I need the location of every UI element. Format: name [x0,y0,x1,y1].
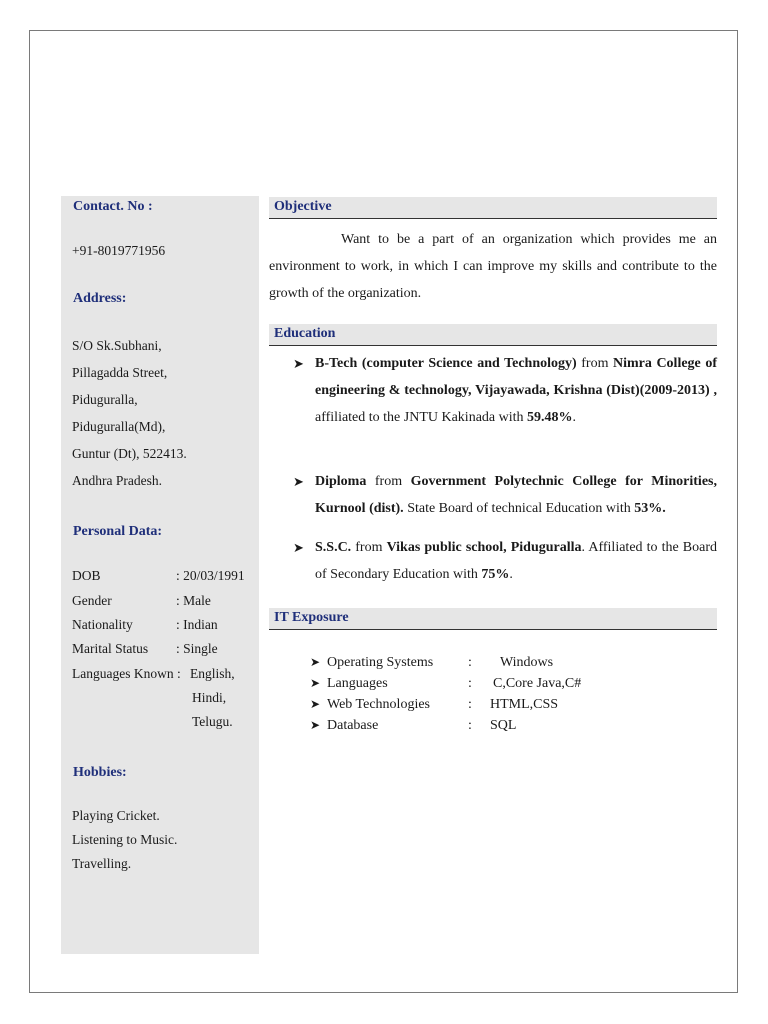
education-item-diploma [293,468,717,522]
nationality-value: : Indian [176,617,218,632]
edu-text: from [366,474,411,489]
languages-value: Hindi, [192,690,227,705]
marital-label: Marital Status [72,641,149,656]
edu-score: 75% [481,567,510,582]
degree-name: B-Tech (computer Science and Technology) [315,356,577,371]
hobbies-list [72,804,177,876]
arrow-bullet-icon: ➤ [310,676,321,690]
address-line: Guntur (Dt), 522413. [72,446,187,461]
it-exposure-header [269,608,717,630]
institution-name: Government Polytechnic College for Minorities, Kurnool (dist). [315,474,717,516]
edu-text: . [572,410,577,425]
personal-data-heading: Personal Data: [73,524,163,539]
hobby-item: Travelling. [72,856,132,871]
it-label: Database [327,718,379,733]
dob-label: DOB [72,568,101,583]
dob-value: : 20/03/1991 [176,568,245,583]
institution-name: Nimra College of engineering & technology, Vijayawada, Krishna (Dist)(2009-2013) , [315,356,717,398]
hobbies-heading: Hobbies: [73,765,127,780]
address-block [72,332,187,494]
address-line: S/O Sk.Subhani, [72,338,162,353]
it-label: Languages [327,676,388,691]
objective-body: Want to be a part of an organization which provides me an environment to work, in which I can improve my skills and contribute to the growth of the organization. [269,232,717,301]
languages-value: Telugu. [192,714,233,729]
edu-score: 53%. [634,501,666,516]
objective-header [269,197,717,219]
edu-text: . [509,567,513,582]
institution-name: Vikas public school, Piduguralla [386,540,582,555]
it-label: Web Technologies [327,697,430,712]
education-heading: Education [274,326,336,341]
arrow-bullet-icon: ➤ [293,474,304,489]
it-colon: : [468,655,472,670]
edu-text: . Affiliated to the Board of Secondary Education with [315,540,717,582]
contact-phone: +91-8019771956 [72,243,166,258]
objective-heading: Objective [274,199,332,214]
contact-heading: Contact. No : [73,199,153,214]
arrow-bullet-icon: ➤ [293,356,304,371]
it-value: HTML,CSS [490,697,559,712]
education-item-btech [293,350,717,431]
degree-name: Diploma [315,474,367,489]
arrow-bullet-icon: ➤ [293,540,304,555]
address-line: Pillagadda Street, [72,365,168,380]
it-colon: : [468,676,472,691]
objective-text [269,226,717,307]
hobby-item: Playing Cricket. [72,808,160,823]
address-line: Piduguralla(Md), [72,419,166,434]
address-heading: Address: [73,291,127,306]
languages-value: English, [190,666,235,681]
edu-score: 59.48% [527,410,573,425]
address-line: Piduguralla, [72,392,138,407]
gender-label: Gender [72,593,112,608]
edu-text: from [576,356,614,371]
nationality-label: Nationality [72,617,133,632]
it-exposure-heading: IT Exposure [274,610,349,625]
hobby-item: Listening to Music. [72,832,178,847]
gender-value: : Male [176,593,211,608]
address-line: Andhra Pradesh. [72,473,162,488]
edu-text: from [351,540,387,555]
education-item-ssc [293,534,717,588]
degree-name: S.S.C. [315,540,352,555]
education-header [269,324,717,346]
arrow-bullet-icon: ➤ [310,655,321,669]
it-value: SQL [490,718,517,733]
arrow-bullet-icon: ➤ [310,718,321,732]
it-value: Windows [500,655,554,670]
it-colon: : [468,718,472,733]
it-colon: : [468,697,472,712]
languages-label: Languages Known : [72,666,181,681]
arrow-bullet-icon: ➤ [310,697,321,711]
edu-text: State Board of technical Education with [403,501,635,516]
it-label: Operating Systems [327,655,434,670]
it-value: C,Core Java,C# [493,676,582,691]
edu-text: affiliated to the JNTU Kakinada with [315,410,528,425]
marital-value: : Single [176,641,218,656]
